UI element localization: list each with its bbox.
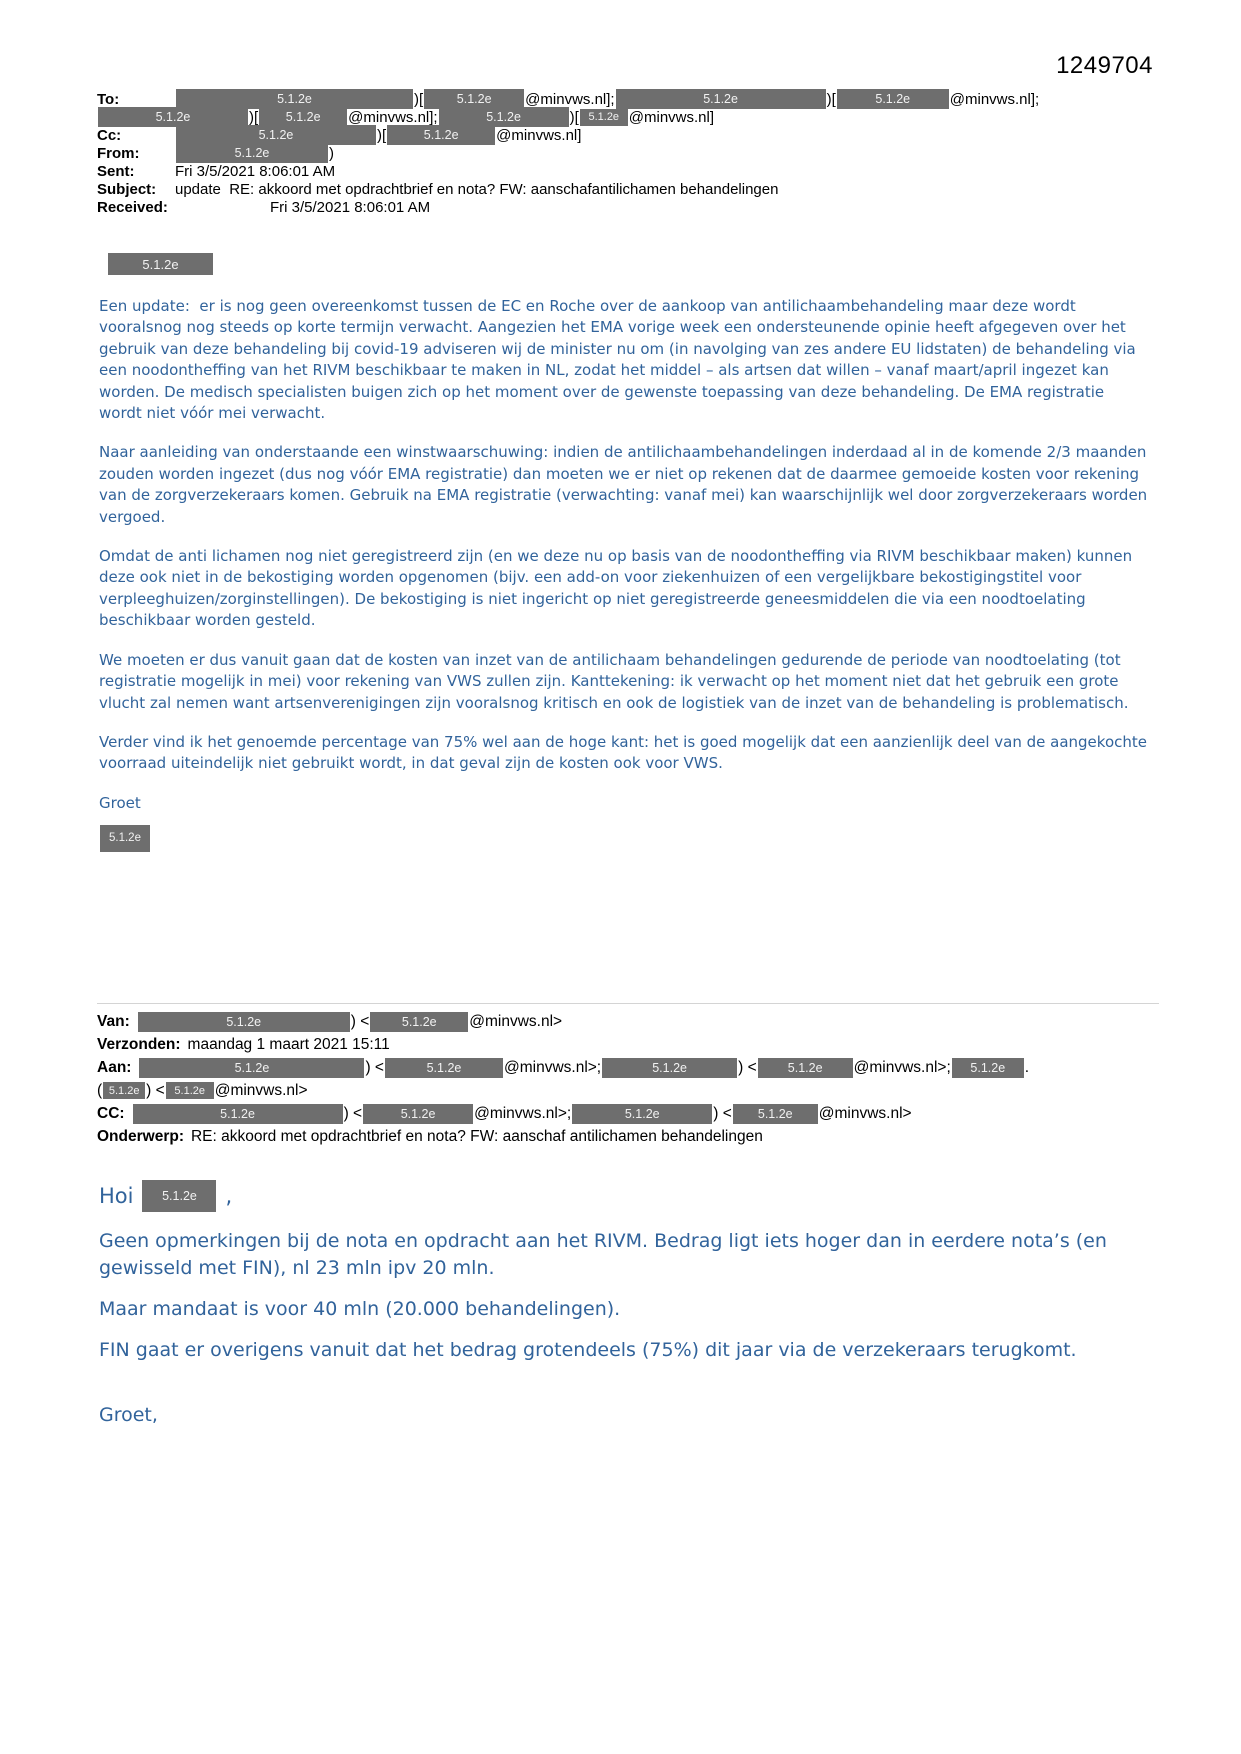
greeting-comma: , — [225, 1184, 233, 1208]
header-text: @minvws.nl]; — [348, 108, 438, 126]
header-text: ) < — [350, 1012, 370, 1030]
header-label: From: — [97, 144, 140, 162]
redaction-block: 5.1.2e — [387, 125, 495, 145]
header-text: Fri 3/5/2021 8:06:01 AM — [270, 198, 431, 216]
redaction-block: 5.1.2e — [733, 1104, 818, 1124]
redaction-block: 5.1.2e — [616, 89, 826, 109]
paragraph: Verder vind ik het genoemde percentage van 75% wel aan de hoge kant: het is goed mogelijk dat een aanzienlijk deel van de aangekochte voorraad uiteindelijk niet gebruikt wordt, in dat geval zijn de kosten ook voor VWS. — [99, 732, 1152, 773]
paragraph: Een update: er is nog geen overeenkomst tussen de EC en Roche over de aankoop van antilichaambehandeling maar deze wordt vooralsnog nog steeds op korte termijn verwacht. Aangezien het EMA vorige week een ondersteunende opinie heeft afgegeven over het gebruik van deze behandeling bij covid-19 adviseren wij de minister nu om (in navolging van zes andere EU lidstaten) de behandeling via een noodontheffing van het RIVM beschikbaar te maken in NL, zodat het middel – als artsen dat willen – vanaf maart/april ingezet kan worden. De medisch specialisten buigen zich op het moment over de gewenste toepassing van deze behandeling. De EMA registratie wordt niet vóór mei verwacht. — [99, 297, 1141, 423]
header-label: Sent: — [97, 162, 135, 180]
header-text: @minvws.nl> — [818, 1104, 912, 1122]
greeting-text: Hoi — [99, 1184, 134, 1208]
redaction-block: 5.1.2e — [572, 1104, 712, 1124]
redaction-block: 5.1.2e — [370, 1012, 468, 1032]
header-text: )[ — [826, 90, 836, 108]
header-label: Aan: — [97, 1058, 132, 1076]
header-text: @minvws.nl> — [214, 1081, 308, 1099]
header-label: Received: — [97, 198, 168, 216]
email1-body — [99, 296, 1152, 852]
redaction-block: 5.1.2e — [176, 143, 328, 163]
redaction-block: 5.1.2e — [100, 825, 150, 852]
header-row — [97, 1056, 1159, 1079]
email1-header — [97, 90, 1159, 216]
redaction-block: 5.1.2e — [758, 1058, 853, 1078]
email2-closing: Groet, — [99, 1404, 158, 1426]
header-text: ) < — [713, 1104, 732, 1122]
header-text: . — [1024, 1058, 1030, 1076]
header-text: update RE: akkoord met opdrachtbrief en nota? FW: aanschafantilichamen behandelingen — [175, 180, 779, 198]
redaction-block: 5.1.2e — [103, 1082, 145, 1099]
email2-greeting — [99, 1180, 232, 1212]
header-text: ) < — [738, 1058, 757, 1076]
header-row — [97, 198, 1159, 216]
header-row — [97, 108, 1159, 126]
header-text: @minvws.nl>; — [474, 1104, 572, 1122]
header-label: Onderwerp: — [97, 1127, 184, 1145]
header-text: )[ — [414, 90, 424, 108]
header-text: @minvws.nl>; — [503, 1058, 602, 1076]
redaction-block: 5.1.2e — [259, 107, 347, 127]
header-text: ) < — [146, 1081, 165, 1099]
header-row — [97, 144, 1159, 162]
redaction-block: 5.1.2e — [108, 253, 213, 275]
redaction-block: 5.1.2e — [142, 1180, 216, 1212]
header-label: Verzonden: — [97, 1035, 181, 1053]
paragraph: Geen opmerkingen bij de nota en opdracht aan het RIVM. Bedrag ligt iets hoger dan in eerdere nota’s (en gewisseld met FIN), nl 23 mln ipv 20 mln. — [99, 1230, 1113, 1279]
header-text: @minvws.nl> — [469, 1012, 563, 1030]
header-text: ) — [329, 144, 334, 162]
header-text: @minvws.nl]; — [949, 90, 1040, 108]
document-number: 1249704 — [1056, 52, 1153, 79]
header-row — [97, 1125, 1159, 1148]
header-label: To: — [97, 90, 120, 108]
email2-body — [99, 1228, 1134, 1443]
header-label: Subject: — [97, 180, 157, 198]
header-row — [97, 162, 1159, 180]
redaction-block: 5.1.2e — [602, 1058, 737, 1078]
header-row — [97, 1033, 1159, 1056]
header-text: )[ — [569, 108, 579, 126]
paragraph: FIN gaat er overigens vanuit dat het bedrag grotendeels (75%) dit jaar via de verzekeraars terugkomt. — [99, 1339, 1077, 1361]
redaction-block: 5.1.2e — [385, 1058, 503, 1078]
header-text: ( — [97, 1081, 103, 1099]
redaction-block: 5.1.2e — [952, 1058, 1024, 1078]
header-text: @minvws.nl] — [628, 108, 715, 126]
header-row — [97, 1010, 1159, 1033]
email2-header — [97, 1003, 1159, 1148]
redaction-block: 5.1.2e — [837, 89, 949, 109]
header-text: @minvws.nl]; — [525, 90, 615, 108]
header-text: ) < — [365, 1058, 384, 1076]
redaction-block: 5.1.2e — [138, 1012, 350, 1032]
redaction-block: 5.1.2e — [424, 89, 524, 109]
redaction-block: 5.1.2e — [139, 1058, 364, 1078]
redaction-block: 5.1.2e — [166, 1082, 214, 1099]
header-row — [97, 1102, 1159, 1125]
header-text: @minvws.nl] — [496, 126, 582, 144]
redaction-block: 5.1.2e — [133, 1104, 343, 1124]
header-text: maandag 1 maart 2021 15:11 — [187, 1035, 390, 1053]
spacer — [175, 207, 270, 208]
paragraph: Omdat de anti lichamen nog niet geregistreerd zijn (en we deze nu op basis van de noodontheffing via RIVM beschikbaar maken) kunnen deze ook niet in de bekostiging worden opgenomen (bijv. een add-on voor ziekenhuizen of een vergelijkbare bekostigingstitel voor verpleeghuizen/zorginstellingen). De bekostiging is niet ingericht op niet geregistreerde geneesmiddelen die via een noodtoelating beschikbaar worden gesteld. — [99, 547, 1137, 630]
redaction-block: 5.1.2e — [363, 1104, 473, 1124]
header-row — [97, 90, 1159, 108]
email1-closing: Groet — [99, 793, 141, 812]
redaction-block: 5.1.2e — [176, 125, 376, 145]
redaction-block: 5.1.2e — [176, 89, 413, 109]
header-text: )[ — [249, 108, 259, 126]
email2-paragraphs — [99, 1228, 1134, 1364]
header-label: Van: — [97, 1012, 130, 1030]
header-text: ) < — [343, 1104, 363, 1122]
paragraph: Maar mandaat is voor 40 mln (20.000 behandelingen). — [99, 1298, 621, 1320]
header-label: Cc: — [97, 126, 122, 144]
paragraph: We moeten er dus vanuit gaan dat de kosten van inzet van de antilichaam behandelingen gedurende de periode van noodtoelating (tot registratie mogelijk in mei) voor rekening van VWS zullen zijn. Kanttekening: ik verwacht op het moment niet dat het gebruik een grote vlucht zal nemen want artsenverenigingen zijn vooralsnog kritisch en ook de logistiek van de inzet van de behandeling is problematisch. — [99, 650, 1129, 712]
header-label: CC: — [97, 1104, 125, 1122]
header-text: )[ — [377, 126, 387, 144]
header-row — [97, 180, 1159, 198]
email1-paragraphs — [99, 296, 1152, 775]
header-row — [97, 1079, 1159, 1102]
redaction-block: 5.1.2e — [580, 109, 628, 126]
redaction-block: 5.1.2e — [439, 107, 569, 127]
header-text: @minvws.nl>; — [853, 1058, 951, 1076]
paragraph: Naar aanleiding van onderstaande een winstwaarschuwing: indien de antilichaambehandelingen inderdaad al in de komende 2/3 maanden zouden worden ingezet (dus nog vóór EMA registratie) dan moeten we er niet op rekenen dat de daarmee gemoeide kosten voor rekening van de zorgverzekeraars komen. Gebruik na EMA registratie (verwachting: vanaf mei) kan waarschijnlijk wel door zorgverzekeraars worden vergoed. — [99, 443, 1152, 526]
header-text: RE: akkoord met opdrachtbrief en nota? FW: aanschaf antilichamen behandelingen — [190, 1127, 763, 1145]
header-text: Fri 3/5/2021 8:06:01 AM — [175, 162, 336, 180]
redaction-block: 5.1.2e — [98, 107, 248, 127]
header-row — [97, 126, 1159, 144]
